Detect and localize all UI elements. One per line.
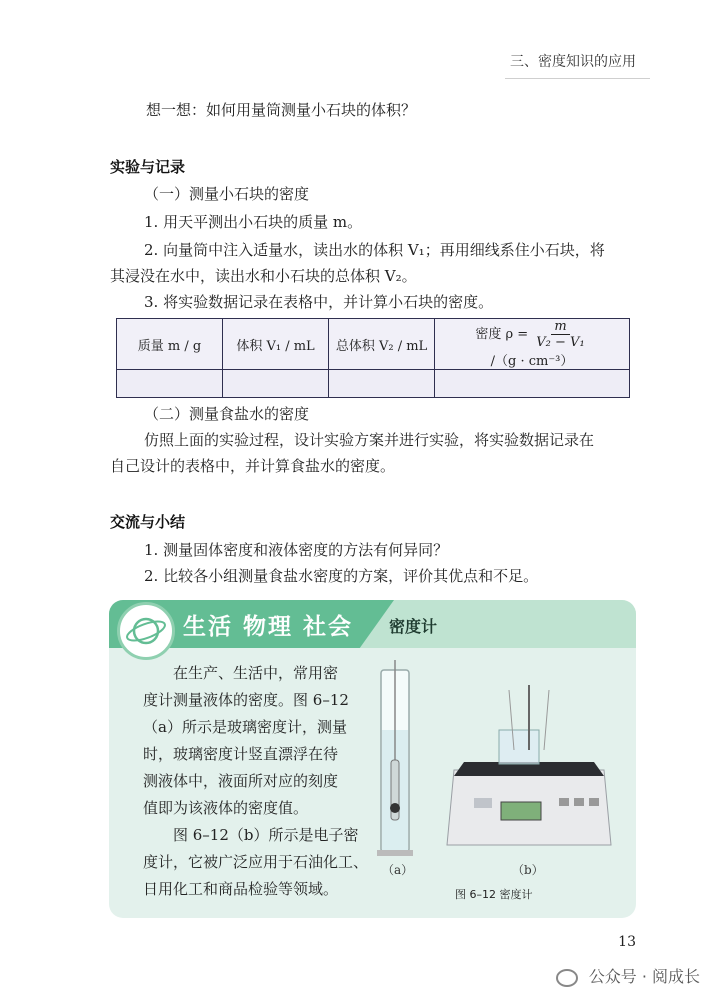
banner-title: 生活 物理 社会 <box>183 614 354 640</box>
summary-q2: 2. 比较各小组测量食盐水密度的方案，评价其优点和不足。 <box>144 567 539 585</box>
planet-logo-icon <box>117 602 175 660</box>
box-line: 时，玻璃密度计竖直漂浮在待 <box>143 745 339 763</box>
page-number: 13 <box>618 934 636 950</box>
caption-a: （a） <box>382 863 414 877</box>
box-line: 在生产、生活中，常用密 <box>173 664 339 682</box>
step-1: 1. 用天平测出小石块的质量 m。 <box>144 213 363 231</box>
col-volume2: 总体积 V₂ / mL <box>329 319 435 370</box>
part2-line1: 仿照上面的实验过程，设计实验方案并进行实验，将实验数据记录在 <box>144 431 595 449</box>
banner-subtitle: 密度计 <box>389 617 438 636</box>
box-line: 测液体中，液面所对应的刻度 <box>143 772 339 790</box>
table-header-row <box>117 319 630 370</box>
col-density <box>435 319 630 370</box>
col-volume1: 体积 V₁ / mL <box>223 319 329 370</box>
wechat-icon <box>556 969 578 987</box>
section-heading-summary: 交流与小结 <box>110 513 186 531</box>
summary-q1: 1. 测量固体密度和液体密度的方法有何异同？ <box>144 541 449 559</box>
table-cell[interactable] <box>329 370 435 398</box>
box-line: 值即为该液体的密度值。 <box>143 799 309 817</box>
think-question: 想一想：如何用量筒测量小石块的体积？ <box>146 101 417 119</box>
box-line: 图 6–12（b）所示是电子密 <box>173 826 359 844</box>
fraction-numerator: m <box>551 319 569 335</box>
box-line: 日用化工和商品检验等领域。 <box>143 880 339 898</box>
fraction-denominator: V₂ − V₁ <box>536 335 585 350</box>
step-3: 3. 将实验数据记录在表格中，并计算小石块的密度。 <box>144 293 494 311</box>
box-line: 度计测量液体的密度。图 6–12 <box>143 691 349 709</box>
feature-banner <box>109 600 636 648</box>
table-cell[interactable] <box>223 370 329 398</box>
density-fraction <box>536 319 584 350</box>
figure-caption: 图 6–12 密度计 <box>455 888 533 901</box>
chapter-header: 三、密度知识的应用 <box>510 54 636 70</box>
feature-box <box>109 600 636 918</box>
section-heading-experiment: 实验与记录 <box>110 158 186 176</box>
step-2-line1: 2. 向量筒中注入适量水，读出水的体积 V₁；再用细线系住小石块，将 <box>144 241 605 259</box>
watermark <box>556 964 700 987</box>
box-line: （a）所示是玻璃密度计，测量 <box>143 718 347 736</box>
header-rule <box>505 78 650 79</box>
caption-b: （b） <box>512 863 544 877</box>
part1-title: （一）测量小石块的密度 <box>144 185 310 203</box>
glass-hydrometer-image <box>371 660 421 860</box>
density-unit: /（g · cm⁻³） <box>490 354 574 369</box>
density-prefix: 密度 ρ = <box>475 327 529 342</box>
table-cell[interactable] <box>435 370 630 398</box>
record-table <box>116 318 630 398</box>
watermark-text: 公众号 · 阅成长 <box>588 967 700 986</box>
box-line: 度计，它被广泛应用于石油化工、 <box>143 853 369 871</box>
electronic-densimeter-image <box>439 680 619 860</box>
table-row <box>117 370 630 398</box>
col-mass: 质量 m / g <box>117 319 223 370</box>
box-text <box>143 660 383 903</box>
table-cell[interactable] <box>117 370 223 398</box>
step-2-line2: 其浸没在水中，读出水和小石块的总体积 V₂。 <box>110 267 417 285</box>
part2-line2: 自己设计的表格中，并计算食盐水的密度。 <box>110 457 396 475</box>
part2-title: （二）测量食盐水的密度 <box>144 405 310 423</box>
